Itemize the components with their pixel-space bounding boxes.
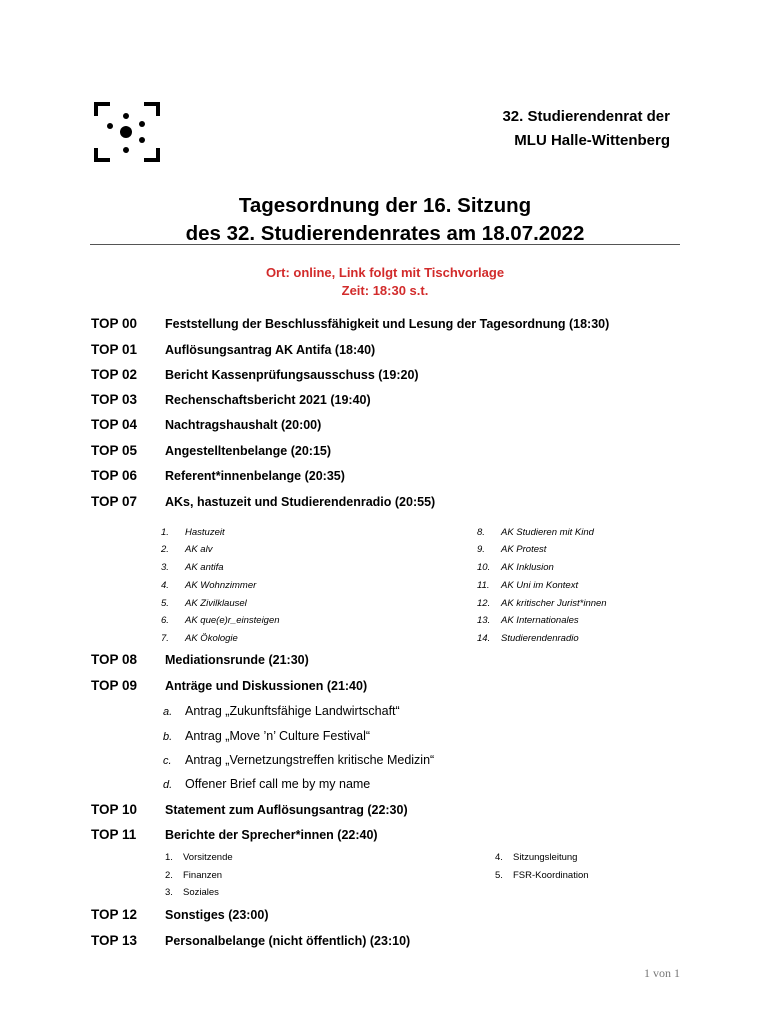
agenda-title: Personalbelange (nicht öffentlich) (23:10)	[165, 934, 411, 948]
time-text: Zeit: 18:30 s.t.	[341, 283, 429, 298]
list-number: 11.	[477, 580, 490, 591]
list-number: 9.	[477, 544, 485, 555]
list-number: 7.	[161, 633, 169, 644]
list-number: 1.	[165, 852, 173, 863]
agenda-code: TOP 07	[91, 494, 138, 509]
agenda-code: TOP 08	[91, 652, 138, 667]
list-label: FSR-Koordination	[513, 870, 589, 881]
list-label: AK alv	[185, 544, 213, 555]
list-item	[161, 597, 247, 611]
list-item	[477, 632, 579, 646]
agenda-title: Rechenschaftsbericht 2021 (19:40)	[165, 393, 371, 407]
list-label: AK Inklusion	[501, 562, 554, 573]
agenda-title: Berichte der Sprecher*innen (22:40)	[165, 828, 378, 842]
agenda-title: Statement zum Auflösungsantrag (22:30)	[165, 803, 408, 817]
agenda-code: TOP 12	[91, 907, 138, 922]
list-label: AK Wohnzimmer	[185, 580, 257, 591]
motion-letter: c.	[163, 755, 172, 767]
motion-letter: b.	[163, 731, 173, 743]
title-line-1: Tagesordnung der 16. Sitzung	[238, 194, 532, 217]
list-number: 2.	[161, 544, 169, 555]
list-number: 5.	[161, 598, 169, 609]
agenda-title: Sonstiges (23:00)	[165, 908, 269, 922]
agenda-title: Auflösungsantrag AK Antifa (18:40)	[165, 343, 376, 357]
org-line-1: 32. Studierendenrat der	[502, 108, 670, 125]
location-text: Ort: online, Link folgt mit Tischvorlage	[265, 265, 505, 280]
list-item	[477, 561, 554, 575]
list-label: Vorsitzende	[183, 852, 233, 863]
list-number: 4.	[161, 580, 169, 591]
agenda-code: TOP 11	[91, 827, 137, 842]
list-item	[495, 869, 589, 883]
list-label: Finanzen	[183, 870, 223, 881]
list-label: Soziales	[183, 887, 219, 898]
motion-letter: a.	[163, 706, 173, 718]
list-label: AK Uni im Kontext	[501, 580, 579, 591]
agenda-code: TOP 00	[91, 316, 138, 331]
agenda-code: TOP 05	[91, 443, 138, 458]
agenda-code: TOP 04	[91, 417, 138, 432]
list-number: 3.	[161, 562, 169, 573]
list-item	[161, 632, 238, 646]
agenda-title: Referent*innenbelange (20:35)	[165, 469, 345, 483]
list-number: 1.	[161, 527, 169, 538]
list-label: AK Studieren mit Kind	[501, 527, 594, 538]
agenda-title: Anträge und Diskussionen (21:40)	[165, 679, 368, 693]
page-number: 1 von 1	[644, 966, 680, 980]
list-number: 4.	[495, 852, 503, 863]
list-label: Hastuzeit	[185, 527, 225, 538]
list-item	[165, 869, 222, 883]
list-label: AK Protest	[501, 544, 547, 555]
motion-item	[163, 775, 370, 794]
organization-header	[502, 105, 670, 153]
motion-letter: d.	[163, 779, 173, 791]
list-number: 2.	[165, 870, 173, 881]
motion-item	[163, 727, 370, 746]
agenda-title: AKs, hastuzeit und Studierendenradio (20:55)	[165, 495, 436, 509]
list-number: 10.	[477, 562, 491, 573]
list-item	[161, 614, 280, 628]
title-divider	[90, 244, 680, 245]
list-item	[161, 579, 256, 593]
motion-item	[163, 702, 400, 721]
list-item	[495, 851, 577, 865]
document-title	[0, 192, 770, 248]
agenda-code: TOP 10	[91, 802, 138, 817]
agenda-title: Angestelltenbelange (20:15)	[165, 444, 332, 458]
list-item	[477, 597, 607, 611]
list-label: AK Zivilklausel	[185, 598, 247, 609]
motion-label: Antrag „Move ’n’ Culture Festival“	[185, 729, 371, 743]
list-item	[165, 851, 233, 865]
agenda-title: Bericht Kassenprüfungsausschuss (19:20)	[165, 368, 419, 382]
motion-label: Offener Brief call me by my name	[185, 777, 371, 791]
agenda-code: TOP 06	[91, 468, 138, 483]
agenda-title: Nachtragshaushalt (20:00)	[165, 418, 322, 432]
title-line-2: des 32. Studierendenrates am 18.07.2022	[185, 222, 585, 245]
list-item	[477, 579, 578, 593]
agenda-code: TOP 13	[91, 933, 138, 948]
agenda-code: TOP 01	[91, 342, 138, 357]
list-label: Studierendenradio	[501, 633, 579, 644]
list-item	[165, 886, 219, 900]
agenda-title: Mediationsrunde (21:30)	[165, 653, 309, 667]
meeting-info	[0, 264, 770, 300]
list-item	[477, 526, 594, 540]
agenda-code: TOP 03	[91, 392, 138, 407]
list-number: 13.	[477, 615, 491, 626]
list-label: AK que(e)r_einsteigen	[185, 615, 280, 626]
list-item	[477, 614, 579, 628]
list-number: 3.	[165, 887, 173, 898]
list-label: AK Ökologie	[185, 633, 238, 644]
list-item	[161, 526, 225, 540]
motion-item	[163, 751, 434, 770]
agenda-code: TOP 09	[91, 678, 138, 693]
list-number: 8.	[477, 527, 485, 538]
motion-label: Antrag „Zukunftsfähige Landwirtschaft“	[185, 704, 400, 718]
list-number: 12.	[477, 598, 491, 609]
list-number: 6.	[161, 615, 169, 626]
list-item	[161, 561, 224, 575]
list-label: Sitzungsleitung	[513, 852, 578, 863]
agenda-code: TOP 02	[91, 367, 138, 382]
logo	[92, 100, 162, 164]
list-item	[161, 543, 212, 557]
list-number: 5.	[495, 870, 503, 881]
list-label: AK antifa	[185, 562, 224, 573]
list-number: 14.	[477, 633, 491, 644]
list-item	[477, 543, 546, 557]
org-line-2: MLU Halle-Wittenberg	[514, 132, 670, 149]
motion-label: Antrag „Vernetzungstreffen kritische Medizin“	[185, 753, 435, 767]
agenda-title: Feststellung der Beschlussfähigkeit und Lesung der Tagesordnung (18:30)	[165, 317, 610, 331]
list-label: AK Internationales	[501, 615, 579, 626]
list-label: AK kritischer Jurist*innen	[501, 598, 607, 609]
